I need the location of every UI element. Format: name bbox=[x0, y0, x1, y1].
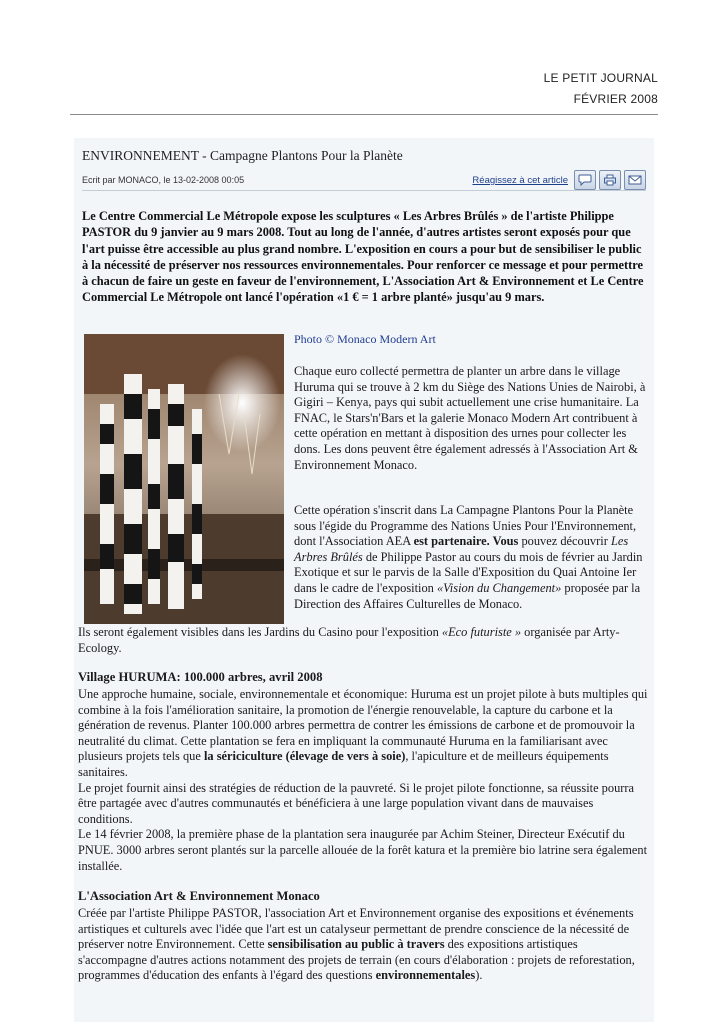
sculpture-photo bbox=[84, 334, 284, 624]
text-run: Créée par l'artiste Philippe PASTOR, l'association Art et Environnement organise des expositions et événements artistiques et culturels avec l'idée que l'art est un catalyseur permettant de prendre conscience de la nécessité de préserver notre Environnement. Cette bbox=[78, 906, 634, 952]
article-heading: ENVIRONNEMENT - Campagne Plantons Pour la Planète bbox=[82, 148, 403, 163]
header-divider bbox=[70, 114, 658, 115]
text-run: des expositions artistiques s'accompagne d'autres actions notamment des projets de terrain (en cours d'élaboration : projets de reforestation, programmes d'éducation des enfants à l'égard des questions bbox=[78, 937, 635, 983]
paragraph: Le 14 février 2008, la première phase de la plantation sera inaugurée par Achim Steiner, Directeur Exécutif du PNUE. 3000 arbres seront plantés sur la parcelle allouée de la forêt katura et la première bio latrine sera également installée. bbox=[78, 827, 648, 873]
text-run-bold: sensibilisation au public à travers bbox=[267, 937, 445, 952]
meta-divider bbox=[82, 190, 646, 191]
text-run-italic: Les Arbres Brûlés bbox=[294, 534, 629, 564]
masthead bbox=[544, 68, 658, 110]
issue-date: FÉVRIER 2008 bbox=[573, 92, 658, 106]
envelope-icon[interactable] bbox=[624, 170, 646, 190]
text-run: Une approche humaine, sociale, environnementale et économique: Huruma est un projet pilote à buts multiples qui combine à la fois l'amélioration sanitaire, la promotion de l'énergie renouvelable, la capture du carbone et la génération de revenus. Planter 100.000 arbres permettra de contrer les émissions de carbone et de promouvoir la neutralité du climat. Cette plantation se fera en impliquant la communauté Huruma en la familiarisant avec plusieurs projets tels que bbox=[78, 687, 648, 764]
printer-icon[interactable] bbox=[599, 170, 621, 190]
text-run: organisée par Arty-Ecology. bbox=[78, 625, 620, 655]
text-run: Ils seront également visibles dans les Jardins du Casino pour l'exposition bbox=[78, 625, 442, 639]
text-run: ). bbox=[475, 968, 483, 983]
body-paragraph-2 bbox=[294, 503, 650, 612]
speech-bubble-icon[interactable] bbox=[574, 170, 596, 190]
section-body-huruma bbox=[78, 687, 648, 874]
text-run-italic: «Vision du Changement» bbox=[436, 580, 562, 595]
text-run: pouvez découvrir bbox=[518, 534, 611, 549]
react-link[interactable]: Réagissez à cet article bbox=[472, 175, 568, 186]
text-run: de Philippe Pastor au cours du mois de février au Jardin Exotique et sur le parvis de la Salle d'Exposition du Quai Antoine Ier dans le cadre de l'exposition bbox=[294, 549, 643, 595]
text-run: , l'apiculture et de meilleurs équipements sanitaires. bbox=[78, 749, 609, 779]
section-heading-association: L'Association Art & Environnement Monaco bbox=[78, 889, 320, 903]
text-run-italic: «Eco futuriste » bbox=[441, 625, 522, 639]
body-paragraph-1: Chaque euro collecté permettra de planter un arbre dans le village Huruma qui se trouve à 2 km du Siège des Nations Unies de Nairobi, à Gigiri – Kenya, pays qui subit actuellement une crise humanitaire. La FNAC, le Stars'n'Bars et la galerie Monaco Modern Art contribuent à cette opération en mettant à disposition des urnes pour collecter les dons. Les dons peuvent être également adressés à l'Association Art & Environnement Monaco. bbox=[294, 364, 646, 472]
text-run-bold: environnementales bbox=[375, 968, 476, 983]
text-run-bold: est partenaire. Vous bbox=[413, 534, 519, 549]
paragraph: Le projet fournit ainsi des stratégies de réduction de la pauvreté. Si le projet pilote fonctionne, sa réussite pourra être partagée avec d'autres communautés et bénéficiera à une large population vivant dans de mauvaises conditions. bbox=[78, 780, 635, 826]
section-body-association bbox=[78, 906, 648, 984]
article-meta: Ecrit par MONACO, le 13-02-2008 00:05 bbox=[82, 175, 245, 185]
text-run-bold: la sériciculture (élevage de vers à soie) bbox=[203, 749, 406, 764]
body-paragraph-3 bbox=[78, 625, 648, 656]
publication-name: LE PETIT JOURNAL bbox=[543, 71, 658, 85]
section-heading-huruma: Village HURUMA: 100.000 arbres, avril 2008 bbox=[78, 670, 323, 684]
text-run: Cette opération s'inscrit dans La Campagne Plantons Pour la Planète sous l'égide du Programme des Nations Unies Pour l'Environnement, dont l'Association AEA bbox=[294, 503, 637, 549]
lead-paragraph: Le Centre Commercial Le Métropole expose les sculptures « Les Arbres Brûlés » de l'artiste Philippe PASTOR du 9 janvier au 9 mars 2008. Tout au long de l'année, d'autres artistes seront exposés pour que l'art puisse être accessible au plus grand nombre. L'exposition en cours a pour but de sensibiliser le public à la nécessité de préserver nos ressources environnementales. Pour renforcer ce message et pour permettre à chacun de faire un geste en faveur de l'environnement, L'Association Art & Environnement et Le Centre Commercial Le Métropole ont lancé l'opération «1 € = 1 arbre planté» jusqu'au 9 mars. bbox=[82, 209, 644, 305]
article-clipping bbox=[74, 138, 654, 1022]
article-tools bbox=[574, 170, 646, 190]
text-run: proposée par la Direction des Affaires Culturelles de Monaco. bbox=[294, 580, 641, 611]
photo-caption: Photo © Monaco Modern Art bbox=[294, 332, 436, 346]
paragraph bbox=[78, 687, 648, 781]
